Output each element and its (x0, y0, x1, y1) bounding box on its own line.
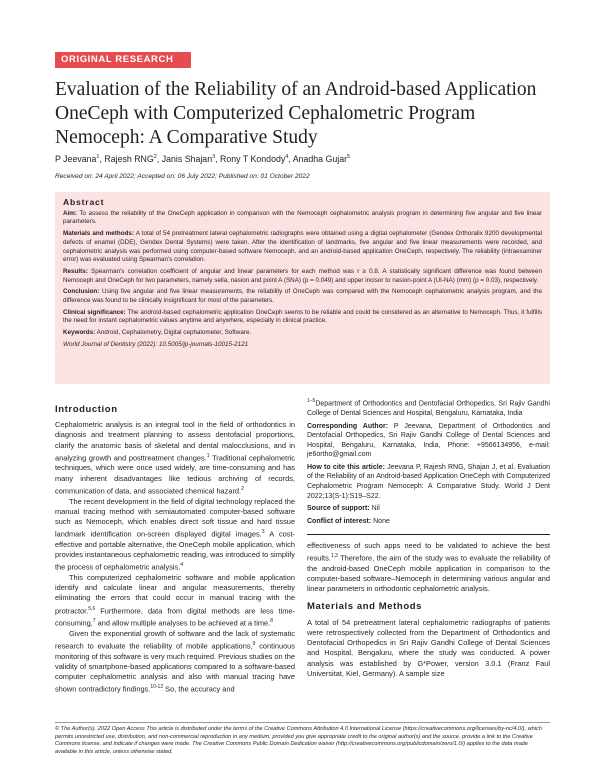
corresponding-author (307, 422, 550, 460)
citation-ref: 7 (92, 618, 96, 625)
author-affiliation-ref: 1 (96, 154, 100, 161)
corresponding-author-text: P Jeevana, Department of Orthodontics and Dentofacial Orthopedics, Sri Rajiv Gandhi College of Dental Sciences and Hospital, Bengaluru, Karnataka, India, Phone: +9566134956, e-mail: je6ortho@gmail.com (307, 422, 550, 459)
conflict-value: None (373, 517, 390, 525)
how-to-cite-label: How to cite this article: (307, 463, 385, 471)
author-affiliation-ref: 4 (285, 154, 289, 161)
introduction-heading: Introduction (55, 404, 118, 415)
abstract-results-text: Spearman's correlation coefficient of angular and linear parameters for each method was r ≥ 0.8. A statistically significant difference was found between Nemoceph and OneCeph for two parameters, namely sella, nasion and point A (SNA) (p = 0.049) and upper incisor to nasion-point A (UI-NA) (mm) (p = 0.03), respectively. (63, 267, 542, 284)
affiliation (307, 397, 550, 419)
citation-ref: 1,3 (330, 553, 338, 560)
right-column (307, 541, 550, 679)
methods-paragraph-1 (307, 618, 550, 679)
citation-ref: 1 (206, 452, 210, 459)
right-p1b-text: Therefore, the aim of the study was to evaluate the reliability of the android-based OneCeph mobile application in comparison to the computer-based software–Nemoceph in determining various angular and linear parameters in orthodontic cephalometric analysis. (307, 553, 550, 594)
author-affiliation-ref: 3 (212, 154, 216, 161)
citation-ref: 3 (261, 529, 265, 536)
publication-dates: Received on: 24 April 2022; Accepted on: 06 July 2022; Published on: 01 October 2022 (55, 173, 310, 180)
abstract-conclusion (63, 288, 542, 305)
intro-paragraph-4 (55, 629, 295, 695)
abstract-keywords-label: Keywords: (63, 329, 96, 337)
abstract-clinical-label: Clinical significance: (63, 308, 126, 316)
methods-heading: Materials and Methods (307, 601, 423, 613)
author-list: P Jeevana$^1$, Rajesh RNG$^2$, Janis Shajan$^3$, Rony T Kondody$^4$, Anadha Gujar$^5$ (55, 154, 351, 164)
abstract-methods-text: A total of 54 pretreatment lateral cephalometric radiographs were obtained using a digital cephalometer (Gendex Orthoralix 9200 developmental defects of enamel (DDE), Gendex Dental Systems) were taken. After the identification of landmarks, five angular and five linear measurements were recorded, and cephalometric analysis was performed using computer-based software Nemoceph, and an android-based application OneCeph, respectively. The reliability (intraexaminer error) was evaluated using Spearman's correlation. (63, 230, 542, 264)
right-p1-text: effectiveness of such apps need to be validated to achieve the best results. (307, 541, 550, 563)
intro-p4b-text: continuous monitoring of this software is very much required. Previous studies on the validity of smartphone-based applications compared to a software-based computer cephalometric analysis and also with manual tracing have shown contradictory findings. (55, 641, 295, 694)
intro-p1-text: Cephalometric analysis is an integral tool in the field of orthodontics in diagnosis and treatment planning to assess dentofacial proportions, clarify the anatomic basis of skeletal and dental malocclusions, and in analyzing growth and posttreatment changes. (55, 420, 295, 463)
article-type-badge: ORIGINAL RESEARCH (55, 52, 191, 68)
author-name: P Jeevana (55, 154, 97, 164)
abstract-methods (63, 230, 542, 265)
affiliation-ref: 1–5 (307, 398, 316, 404)
left-column (55, 405, 295, 695)
conflict-label: Conflict of interest: (307, 517, 372, 525)
intro-p2-text: The recent development in the field of digital technology replaced the manual tracing method with semiautomated computer-based software such as Nemoceph, which enables direct soft tissue and hard tissue landmark identification on-screen displayed digital images. (55, 496, 295, 539)
intro-p3c-text: and allow multiple analyses to be achieved at a time. (95, 618, 271, 628)
intro-paragraph-1 (55, 420, 295, 496)
license-footer: © The Author(s). 2022 Open Access This article is distributed under the terms of the Creative Commons Attribution 4.0 International License (https://creativecommons.org/licenses/by-nc/4.0/), which permits unrestricted use, distribution, and non-commercial reproduction in any medium, provided you give appropriate credit to the original author(s) and the source, provide a link to the Creative Commons license, and indicate if changes were made. The Creative Commons Public Domain Dedication waiver (http://creativecommons.org/publicdomain/zero/1.0/) applies to the data made available in this article, unless otherwise stated. (55, 722, 550, 756)
abstract-keywords (63, 329, 542, 338)
author-name: Janis Shajan (161, 154, 213, 164)
intro-paragraph-2 (55, 497, 295, 573)
author-affiliation-ref: 5 (347, 154, 351, 161)
corresponding-author-label: Corresponding Author: (307, 422, 389, 430)
abstract-conclusion-label: Conclusion: (63, 288, 100, 296)
abstract-heading: Abstract (63, 197, 105, 207)
affiliation-text: Department of Orthodontics and Dentofacial Orthopedics, Sri Rajiv Gandhi College of Dental Sciences and Hospital, Bengaluru, Karnataka, India (307, 400, 550, 417)
author-name: Anadha Gujar (292, 154, 348, 164)
author-name: Rajesh RNG (104, 154, 154, 164)
abstract-results (63, 268, 542, 285)
intro-p4-text: Given the exponential growth of software and the lack of systematic research to evaluate the reliability of mobile applications, (55, 628, 295, 651)
abstract-aim-label: Aim: (63, 209, 77, 217)
abstract-box (55, 192, 550, 384)
intro-continuation (307, 541, 550, 594)
citation-ref: 8 (270, 618, 273, 625)
author-affiliation-ref: 2 (153, 154, 157, 161)
citation-ref: 2 (241, 485, 244, 492)
author-info-block (307, 397, 550, 529)
citation-ref: 5,6 (88, 605, 96, 612)
abstract-keywords-text: Android, Cephalometry, Digital cephalometer, Software. (96, 329, 252, 337)
conflict-of-interest (307, 517, 550, 527)
abstract-methods-label: Materials and methods: (63, 230, 135, 238)
article-title: Evaluation of the Reliability of an Android-based Application OneCeph with Computerized Cephalometric Program Nemoceph: A Comparative Study (55, 79, 537, 148)
abstract-clinical-text: The android-based cephalometric application OneCeph seems to be reliable and could be considered as an alternative to Nemoceph. Thus, it fulfills the need for instant cephalometric values anytime and anywhere, especially in clinical practice. (63, 308, 542, 325)
intro-p2b-text: A cost-effective and portable alternative, the OneCeph mobile application, which provides instantaneous cephalometric reading, was introduced to simplify the process of cephalometric analysis. (55, 529, 295, 572)
support-label: Source of support: (307, 505, 370, 513)
abstract-aim (63, 210, 542, 227)
abstract-citation (63, 341, 542, 350)
citation-ref: 4 (180, 562, 184, 569)
author-name: Rony T Kondody (220, 154, 286, 164)
how-to-cite-text: Jeevana P, Rajesh RNG, Shajan J, et al. Evaluation of the Reliability of an Android-based Application OneCeph with Computerized Cephalometric Program Nemoceph: A Comparative Study. World J Dent 2022;13(S-1):S19–S22. (307, 463, 551, 500)
abstract-aim-text: To assess the reliability of the OneCeph application in comparison with the Nemoceph cephalometric analysis program in determining five angular and five linear parameters. (63, 209, 542, 226)
section-divider (307, 534, 550, 535)
citation-ref: 9 (252, 641, 256, 648)
abstract-results-label: Results: (63, 267, 88, 275)
intro-p1b-text: Traditional cephalometric techniques, which were once used widely, are time-consuming and has many inherent disadvantages like tedious archiving of records, communication of data, and associated chemical hazard. (55, 453, 295, 496)
intro-p3b-text: Furthermore, data from digital methods are less time-consuming, (55, 606, 295, 628)
abstract-conclusion-text: Using five angular and five linear measurements, the reliability of OneCeph was compared with the Nemoceph cephalometric analysis program, and the difference was found to be clinically insignificant for most of the parameters. (63, 288, 543, 305)
intro-paragraph-3 (55, 573, 295, 629)
intro-p4c-text: So, the accuracy and (163, 684, 235, 694)
source-of-support (307, 504, 550, 514)
support-value: Nil (371, 505, 380, 513)
intro-p3-text: This computerized cephalometric software and mobile application identify and calculate linear and angular measurements, thereby eliminating the errors that could occur in manual tracing with the protractor. (55, 572, 295, 615)
methods-p1-text: A total of 54 pretreatment lateral cephalometric radiographs of patients were retrospectively collected from the Department of Orthodontics and Dentofacial Orthopedics in Sri Rajiv Gandhi College of Dental Sciences and Hospital, Bengaluru, where the study was conducted. A power analysis was established by G*Power, version 3.0.1 (Franz Faul Universitat, Kiel, Germany). A sample size (307, 617, 550, 678)
how-to-cite (307, 463, 550, 501)
citation-ref: 10-12 (150, 684, 164, 691)
abstract-clinical-significance (63, 309, 542, 326)
journal-citation: World Journal of Dentistry (2022): 10.5005/jp-journals-10015-2121 (63, 340, 249, 348)
